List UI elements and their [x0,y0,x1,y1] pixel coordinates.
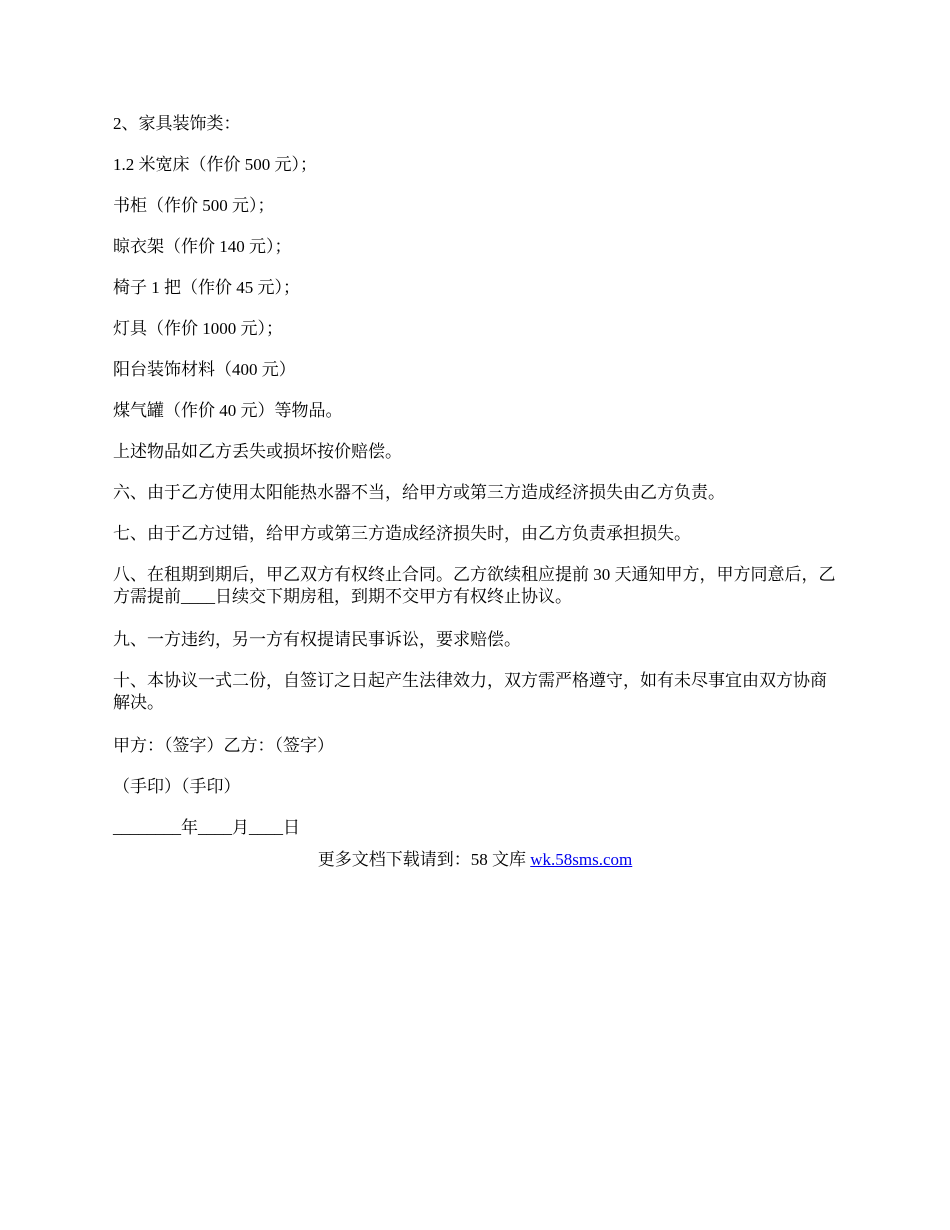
item-bed: 1.2 米宽床（作价 500 元）； [113,155,317,174]
date-line: ________年____月____日 [113,818,300,837]
compensation-note: 上述物品如乙方丢失或损坏按价赔偿。 [113,442,402,461]
clause-9: 九、一方违约，另一方有权提请民事诉讼，要求赔偿。 [113,630,521,649]
document-body [113,113,840,858]
clause-10: 十、本协议一式二份，自签订之日起产生法律效力，双方需严格遵守，如有未尽事宜由双方协商解决。 [113,671,827,712]
item-clothes-rack: 晾衣架（作价 140 元）； [113,237,292,256]
clause-8: 八、在租期到期后，甲乙双方有权终止合同。乙方欲续租应提前 30 天通知甲方，甲方同意后，乙方需提前____日续交下期房租，到期不交甲方有权终止协议。 [113,565,836,606]
item-gas-tank: 煤气罐（作价 40 元）等物品。 [113,401,343,420]
signature-line: 甲方：（签字）乙方：（签字） [113,736,334,755]
item-chair: 椅子 1 把（作价 45 元）； [113,278,300,297]
item-balcony-materials: 阳台装饰材料（400 元） [113,360,296,379]
footer-text: 更多文档下载请到：58 文库 [317,850,531,869]
footer-link[interactable]: wk.58sms.com [530,850,633,869]
item-bookcase: 书柜（作价 500 元）； [113,196,275,215]
clause-7: 七、由于乙方过错，给甲方或第三方造成经济损失时，由乙方负责承担损失。 [113,524,691,543]
item-lamps: 灯具（作价 1000 元）； [113,319,283,338]
download-footer [0,849,950,871]
fingerprint-line: （手印）（手印） [113,777,241,796]
section-heading-furniture: 2、家具装饰类： [113,114,241,133]
clause-6: 六、由于乙方使用太阳能热水器不当，给甲方或第三方造成经济损失由乙方负责。 [113,483,725,502]
